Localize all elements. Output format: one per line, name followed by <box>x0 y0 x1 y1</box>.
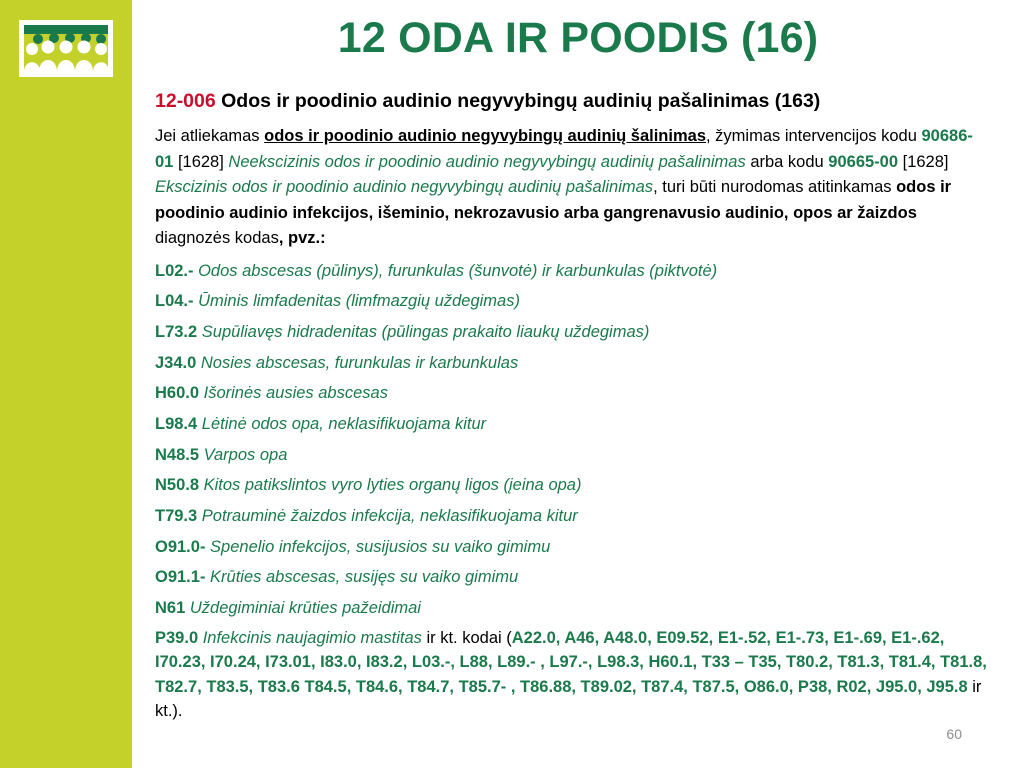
slide-content <box>155 88 990 740</box>
diagnosis-code: L02.- <box>155 261 194 280</box>
diagnosis-code: L73.2 <box>155 322 198 341</box>
section-heading <box>155 88 990 114</box>
diagnosis-desc: Potrauminė žaizdos infekcija, neklasifikuojama kitur <box>197 507 578 525</box>
logo <box>19 20 113 77</box>
list-item <box>155 413 990 435</box>
list-item <box>155 321 990 343</box>
other-codes-paragraph <box>155 626 990 724</box>
diagnosis-desc: Kitos patikslintos vyro lyties organų ligos (įeina opa) <box>199 476 582 495</box>
diagnosis-desc: Varpos opa <box>199 445 288 464</box>
intro-text: Jei atliekamas <box>155 127 265 145</box>
list-item <box>155 597 990 619</box>
diagnosis-code: O91.1- <box>155 568 206 587</box>
list-item <box>155 382 990 404</box>
diagnosis-desc: Spenelio infekcijos, susijusios su vaiko gimimu <box>205 537 551 556</box>
diagnosis-desc: Ūminis limfadenitas (limfmazgių uždegimas) <box>193 292 520 311</box>
diagnosis-code: J34.0 <box>155 353 197 372</box>
diagnosis-code: T79.3 <box>155 507 198 525</box>
diagnosis-code: N48.5 <box>155 445 200 464</box>
intervention-code: 90686-01 <box>155 127 973 171</box>
other-codes-text: ir kt. kodai ( <box>421 628 512 647</box>
diagnosis-code: N61 <box>155 599 186 618</box>
diagnosis-desc: Odos abscesas (pūlinys), furunkulas (šunvotė) ir karbunkulas (piktvotė) <box>193 261 718 280</box>
intro-text: , turi būti nurodomas atitinkamas <box>653 178 897 196</box>
sidebar-band <box>0 0 132 768</box>
diagnosis-desc: Lėtinė odos opa, neklasifikuojama kitur <box>197 414 487 433</box>
list-item <box>155 352 990 374</box>
list-item <box>155 260 990 282</box>
page-number: 60 <box>946 726 962 742</box>
intro-text: arba kodu <box>745 152 829 171</box>
diagnosis-desc: Uždegiminiai krūties pažeidimai <box>185 599 421 618</box>
diagnosis-code: P39.0 <box>155 628 199 647</box>
diagnosis-list <box>155 260 990 620</box>
diagnosis-code: O91.0- <box>155 537 206 556</box>
list-item <box>155 505 990 527</box>
people-group-logo-icon <box>24 25 108 72</box>
list-item <box>155 536 990 558</box>
intro-text: , žymimas intervencijos kodu <box>706 127 922 145</box>
other-codes-list: A22.0, A46, A48.0, E09.52, E1-.52, E1-.73, E1-.69, E1-.62, I70.23, I70.24, I73.01, I83.0, I83.2, L03.-, L88, L89.- , L97.-, L98.3, H60.1, T33 – T35, T80.2, T81.3, T81.4, T81.8, T82.7, T83.5, T83.6 T84.5, T84.6, T84.7, T85.7- , T86.88, T89.02, T87.4, T87.5, O86.0, P38, R02, J95.0, J95.8 <box>155 628 987 696</box>
intro-underlined: odos ir poodinio audinio negyvybingų audinių šalinimas <box>264 127 706 145</box>
intro-text: [1628] <box>173 152 229 171</box>
diagnosis-code: L04.- <box>155 292 194 311</box>
list-item <box>155 290 990 312</box>
intro-bold: , pvz.: <box>278 229 326 247</box>
list-item <box>155 566 990 588</box>
diagnosis-desc: Infekcinis naujagimio mastitas <box>198 628 422 647</box>
intro-bold: odos ir poodinio audinio infekcijos, išeminio, nekrozavusio arba gangrenavusio audinio, opos ar žaizdos <box>155 178 952 222</box>
intervention-desc: Ekscizinis odos ir poodinio audinio negyvybingų audinių pašalinimas <box>155 178 654 196</box>
intro-text: diagnozės kodas <box>155 229 279 247</box>
intro-paragraph <box>155 124 990 252</box>
diagnosis-desc: Išorinės ausies abscesas <box>199 384 388 403</box>
diagnosis-desc: Nosies abscesas, furunkulas ir karbunkulas <box>196 353 519 372</box>
list-item <box>155 444 990 466</box>
slide-title: 12 ODA IR POODIS (16) <box>337 14 819 62</box>
intro-text: [1628] <box>898 152 949 171</box>
intervention-desc: Neekscizinis odos ir poodinio audinio negyvybingų audinių pašalinimas <box>228 152 746 171</box>
heading-code: 12-006 <box>155 90 216 112</box>
diagnosis-desc: Supūliavęs hidradenitas (pūlingas prakaito liaukų uždegimas) <box>197 322 650 341</box>
diagnosis-code: N50.8 <box>155 476 200 495</box>
heading-text: Odos ir poodinio audinio negyvybingų audinių pašalinimas (163) <box>215 90 821 112</box>
diagnosis-desc: Krūties abscesas, susijęs su vaiko gimimu <box>205 568 519 587</box>
intervention-code: 90665-00 <box>828 152 899 171</box>
diagnosis-code: H60.0 <box>155 384 200 403</box>
other-codes-text: ir kt.). <box>155 677 982 721</box>
diagnosis-code: L98.4 <box>155 414 198 433</box>
list-item <box>155 474 990 496</box>
